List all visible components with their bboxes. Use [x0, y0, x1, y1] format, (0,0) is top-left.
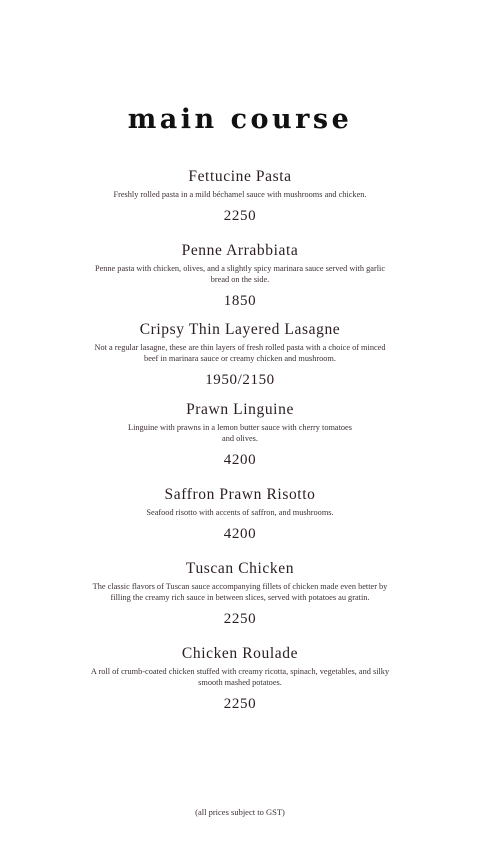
- gst-note: (all prices subject to GST): [195, 807, 285, 817]
- menu-item-prawn-linguine: [0, 401, 480, 469]
- item-description: Freshly rolled pasta in a mild béchamel sauce with mushrooms and chicken.: [113, 190, 367, 199]
- item-name: Chicken Roulade: [181, 645, 299, 662]
- item-description: A roll of crumb-coated chicken stuffed with creamy ricotta, spinach, vegetables, and silky smooth mashed potatoes.: [90, 667, 390, 687]
- item-price: 4200: [223, 525, 257, 542]
- item-name: Cripsy Thin Layered Lasagne: [139, 321, 341, 338]
- item-price: 1850: [223, 292, 257, 309]
- item-name: Tuscan Chicken: [185, 560, 295, 577]
- menu-item-saffron-prawn-risotto: [0, 486, 480, 543]
- item-name: Penne Arrabbiata: [181, 242, 299, 259]
- item-description: Not a regular lasagne, these are thin layers of fresh rolled pasta with a choice of minced beef in marinara sauce or creamy chicken and mushroom.: [94, 343, 386, 363]
- page-title: main course: [127, 104, 353, 135]
- item-price: 2250: [223, 610, 257, 627]
- menu-item-fettucine-pasta: [0, 168, 480, 225]
- item-name: Fettucine Pasta: [188, 168, 292, 185]
- item-description: Linguine with prawns in a lemon butter sauce with cherry tomatoes and olives.: [128, 423, 352, 443]
- item-price: 1950/2150: [205, 371, 275, 388]
- item-description: Penne pasta with chicken, olives, and a slightly spicy marinara sauce served with garlic bread on the side.: [94, 264, 386, 284]
- menu-item-penne-arrabbiata: [0, 242, 480, 310]
- item-name: Saffron Prawn Risotto: [164, 486, 316, 503]
- item-description: Seafood risotto with accents of saffron, and mushrooms.: [146, 508, 334, 517]
- item-price: 4200: [223, 451, 257, 468]
- menu-item-lasagne: [0, 321, 480, 389]
- item-price: 2250: [223, 695, 257, 712]
- item-description: The classic flavors of Tuscan sauce accompanying fillets of chicken made even better by filling the creamy rich sauce in between slices, served with potatoes au gratin.: [92, 582, 388, 602]
- menu-item-tuscan-chicken: [0, 560, 480, 628]
- item-price: 2250: [223, 207, 257, 224]
- item-name: Prawn Linguine: [186, 401, 294, 418]
- menu-item-chicken-roulade: [0, 645, 480, 713]
